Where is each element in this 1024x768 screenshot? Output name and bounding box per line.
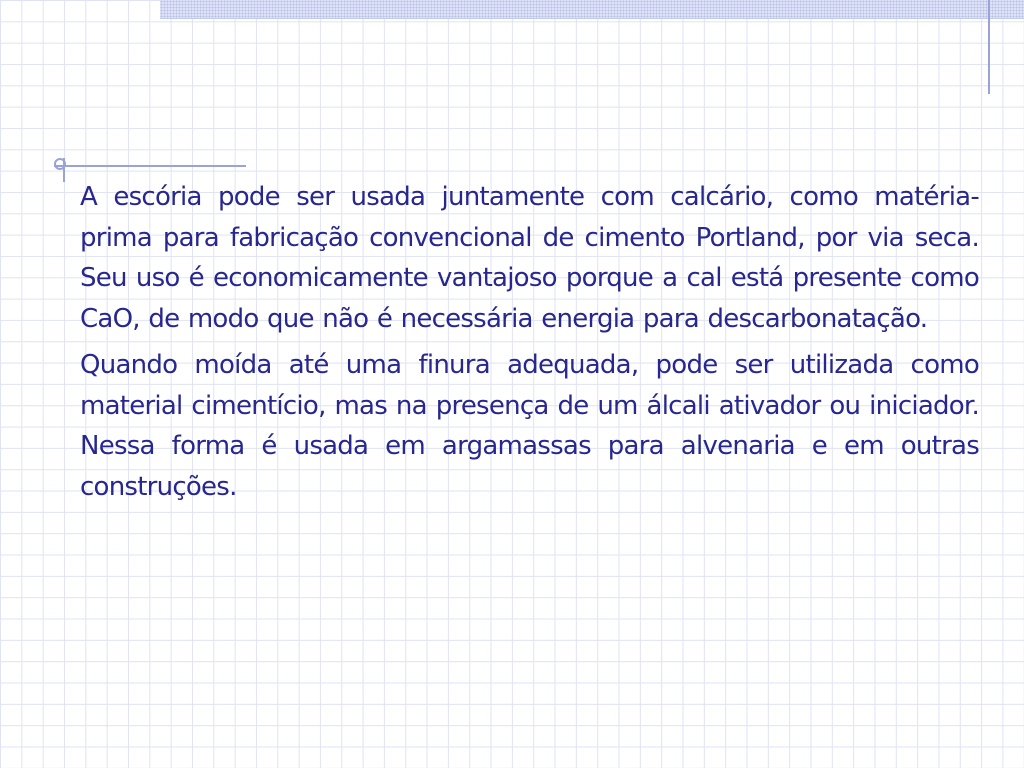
- left-horizontal-rule: [54, 165, 246, 167]
- right-vertical-rule: [988, 0, 990, 94]
- paragraph: A escória pode ser usada juntamente com calcário, como matéria-prima para fabricação convencional de cimento Portland, por via seca. Seu uso é economicamente vantajoso porque a cal está presente como CaO, de modo que não é necessária energia para descarbonatação.: [80, 182, 979, 334]
- slide-body: [80, 177, 979, 513]
- ring-tick-rule: [63, 158, 65, 182]
- paragraph: Quando moída até uma finura adequada, pode ser utilizada como material cimentício, mas na presença de um álcali ativador ou iniciador. Nessa forma é usada em argamassas para alvenaria e em outras construções.: [80, 350, 979, 502]
- top-band-rendered: [160, 0, 1024, 19]
